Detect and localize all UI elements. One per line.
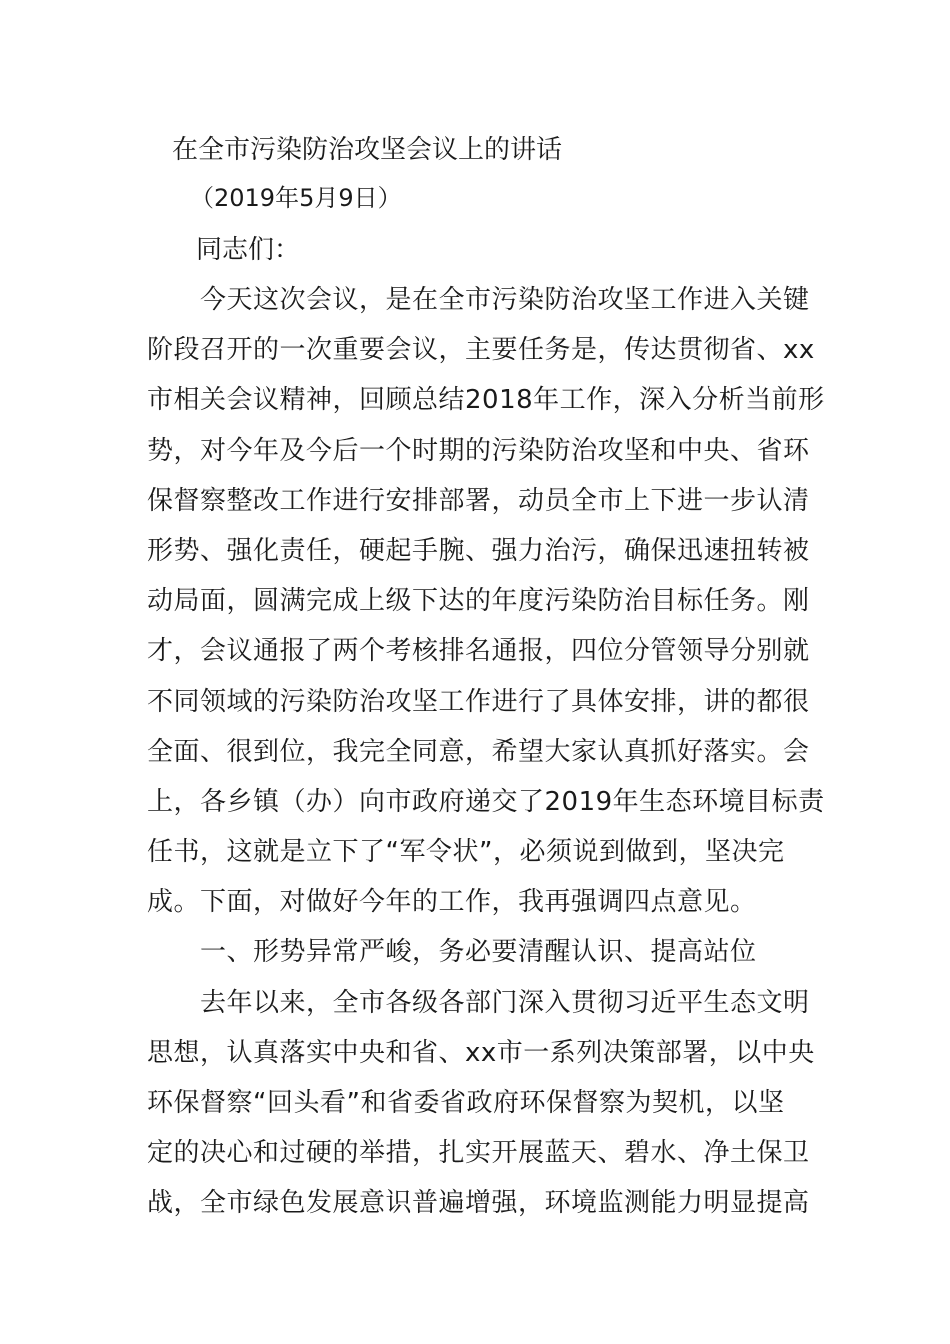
speech-title: 在全市污染防治攻坚会议上的讲话 bbox=[172, 135, 563, 165]
text-line: 全面、很到位，我完全同意，希望大家认真抓好落实。会 bbox=[147, 736, 810, 767]
section-heading: 一、形势异常严峻，务必要清醒认识、提高站位 bbox=[147, 937, 757, 968]
text-line: 今天这次会议，是在全市污染防治攻坚工作进入关键 bbox=[147, 285, 810, 315]
text-line: 阶段召开的一次重要会议，主要任务是，传达贯彻省、xx bbox=[147, 335, 815, 366]
text-line: 保督察整改工作进行安排部署，动员全市上下进一步认清 bbox=[147, 485, 810, 516]
text-line: 成。下面，对做好今年的工作，我再强调四点意见。 bbox=[147, 887, 757, 918]
text-line: 战，全市绿色发展意识普遍增强，环境监测能力明显提高 bbox=[147, 1188, 810, 1219]
text-line: 任书，这就是立下了“军令状”，必须说到做到，坚决完 bbox=[147, 837, 785, 868]
text-line: 市相关会议精神，回顾总结2018年工作，深入分析当前形 bbox=[147, 385, 825, 416]
text-line: 动局面，圆满完成上级下达的年度污染防治目标任务。刚 bbox=[147, 586, 810, 617]
text-line: 上，各乡镇（办）向市政府递交了2019年生态环境目标责 bbox=[147, 786, 825, 817]
text-line: 不同领域的污染防治攻坚工作进行了具体安排，讲的都很 bbox=[147, 686, 810, 717]
text-line: 去年以来，全市各级各部门深入贯彻习近平生态文明 bbox=[147, 987, 810, 1018]
text-line: 思想，认真落实中央和省、xx市一系列决策部署，以中央 bbox=[147, 1037, 815, 1068]
text-line: 环保督察“回头看”和省委省政府环保督察为契机，以坚 bbox=[147, 1088, 785, 1118]
text-line: 定的决心和过硬的举措，扎实开展蓝天、碧水、净土保卫 bbox=[147, 1138, 810, 1169]
greeting: 同志们： bbox=[196, 235, 301, 265]
text-line: 形势、强化责任，硬起手腕、强力治污，确保迅速扭转被 bbox=[147, 535, 810, 566]
text-line: 才，会议通报了两个考核排名通报，四位分管领导分别就 bbox=[147, 636, 810, 667]
speech-body bbox=[147, 280, 827, 1234]
text-line: 势，对今年及今后一个时期的污染防治攻坚和中央、省环 bbox=[147, 435, 810, 466]
speech-date: （2019年5月9日） bbox=[190, 184, 402, 212]
